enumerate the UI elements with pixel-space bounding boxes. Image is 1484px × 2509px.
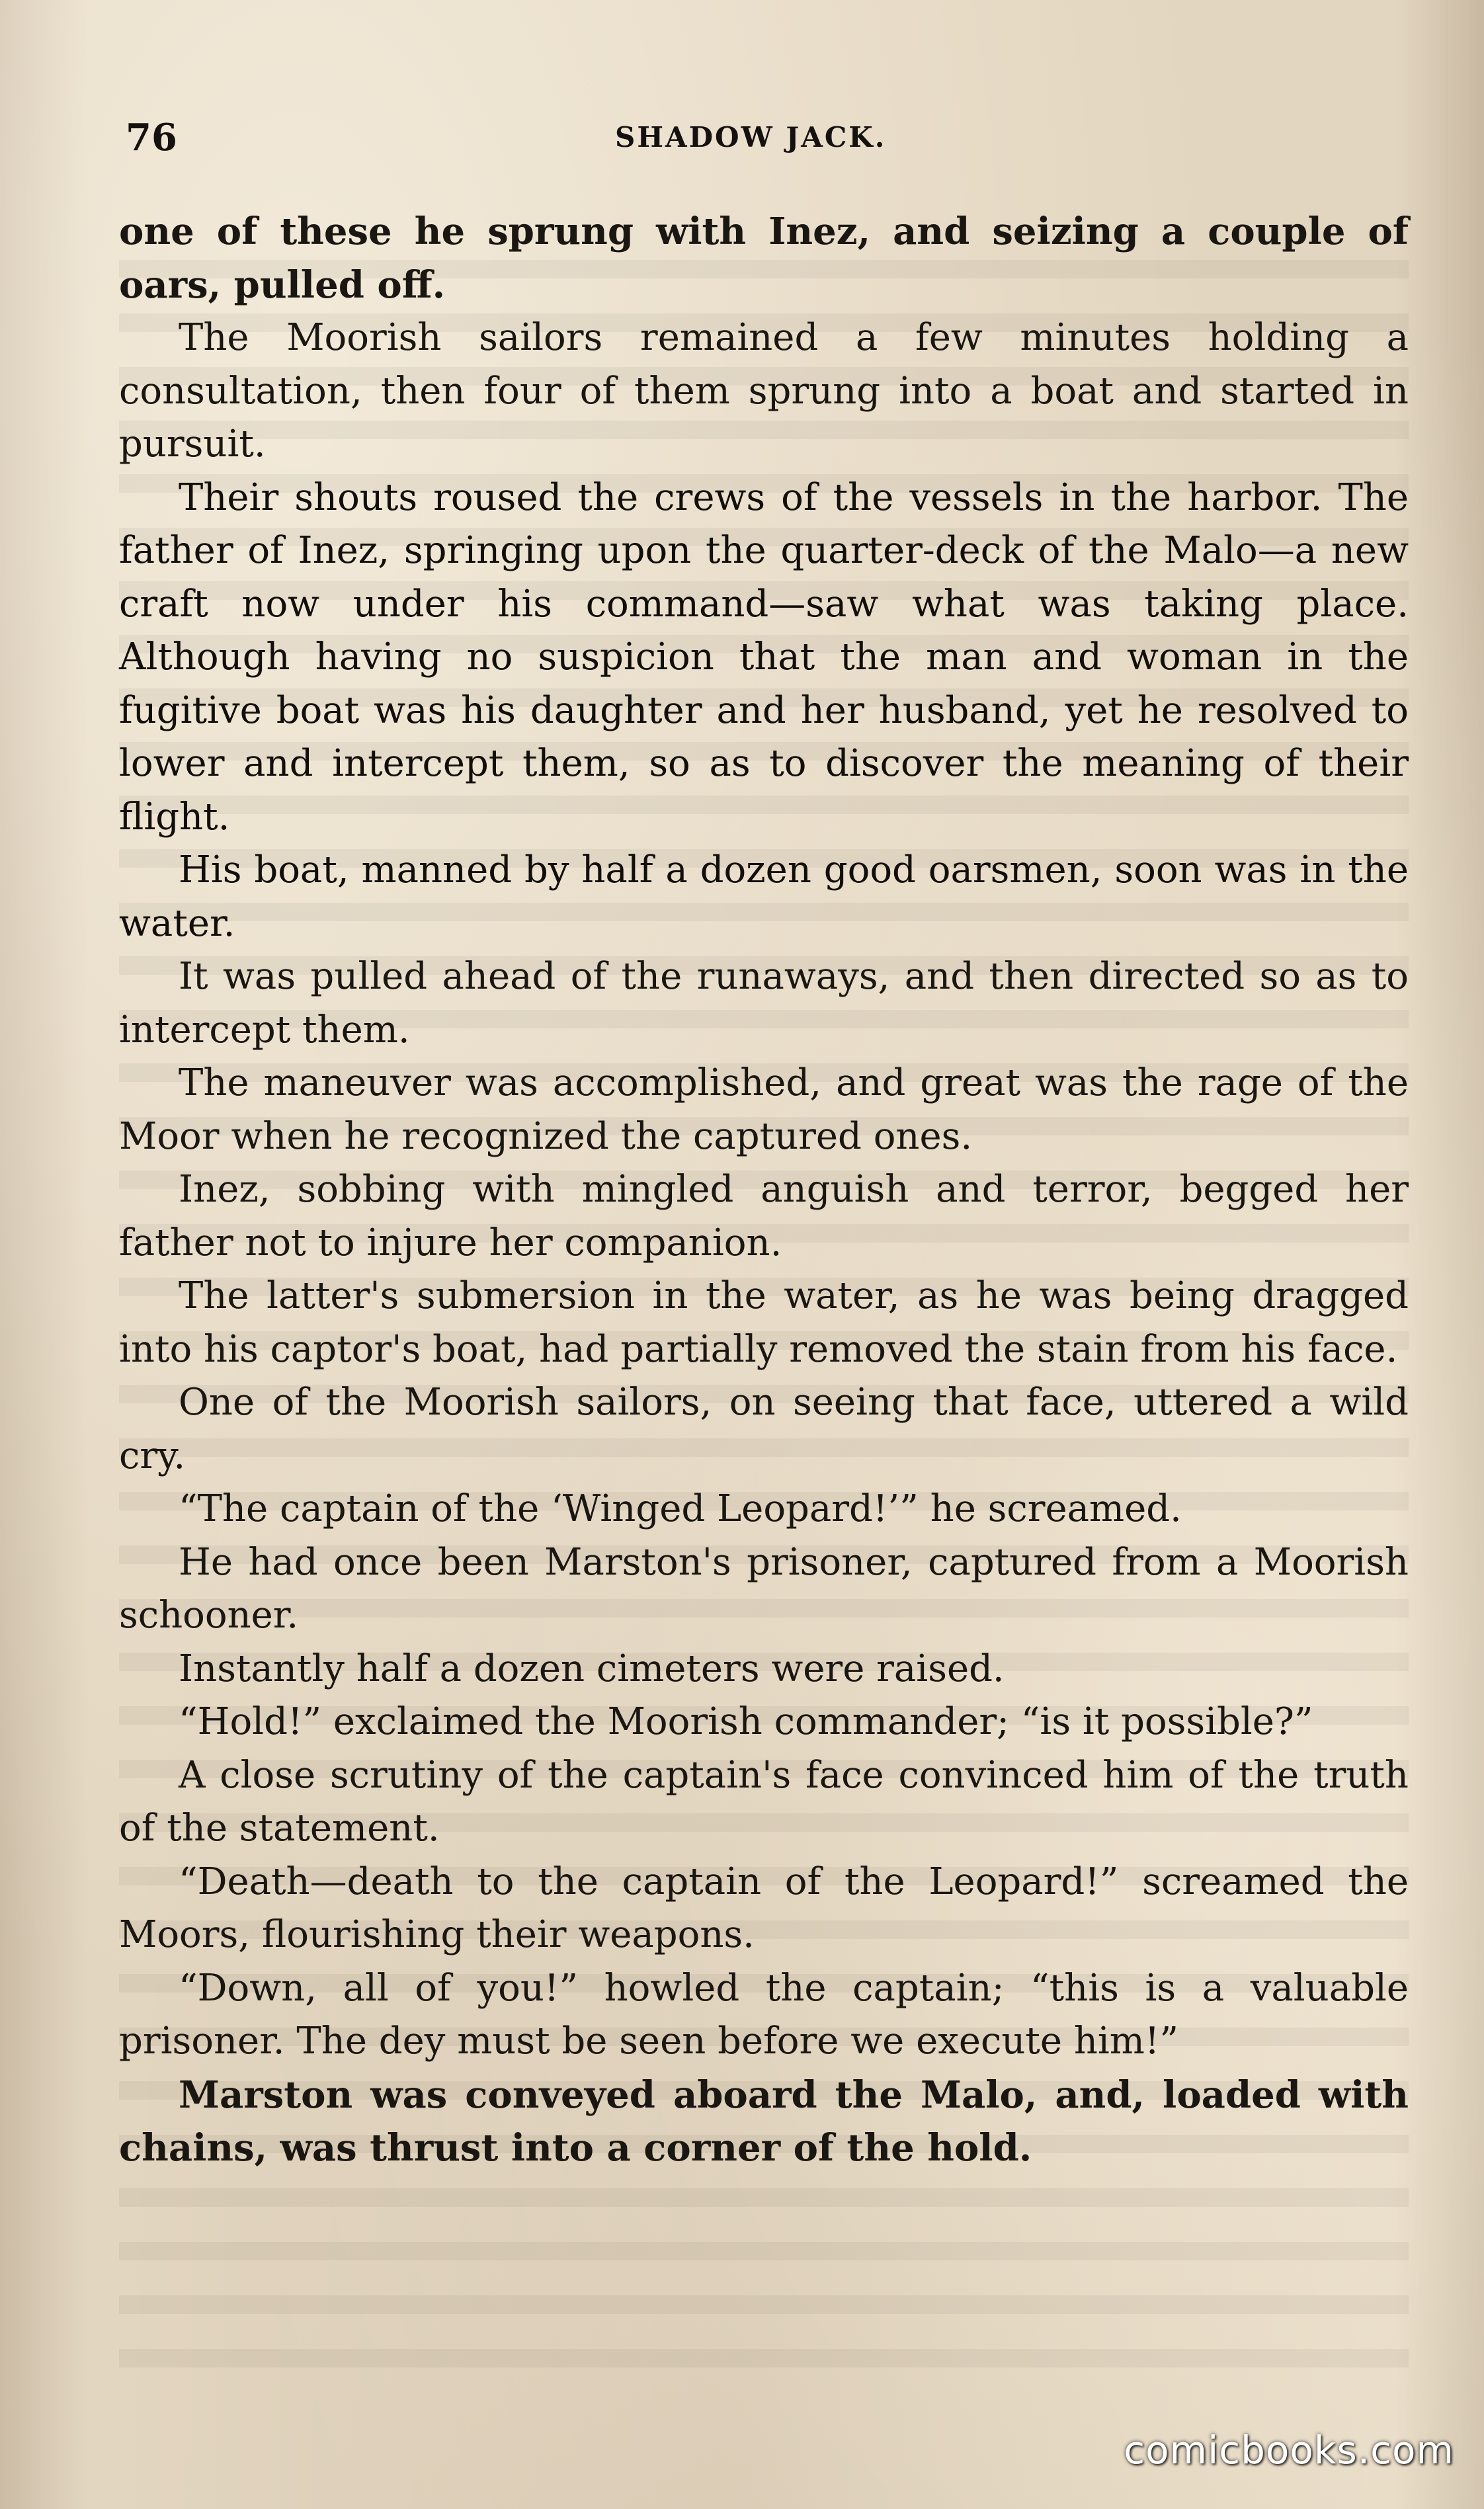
paragraph: Their shouts roused the crews of the vessels in the harbor. The father of Inez, springing upon the quarter-deck of the Malo—a new craft now under his command—saw what was taking place. Although having no suspicion that the man and woman in the fugitive boat was his daughter and her husband, yet he resolved to lower and intercept them, so as to discover the meaning of their flight. bbox=[119, 475, 1409, 839]
paragraph: It was pulled ahead of the runaways, and then directed so as to intercept them. bbox=[119, 955, 1409, 1051]
paragraph: Marston was conveyed aboard the Malo, and, loaded with chains, was thrust into a corner of the hold. bbox=[119, 2073, 1409, 2170]
paragraph: A close scrutiny of the captain's face convinced him of the truth of the statement. bbox=[119, 1753, 1409, 1850]
paragraph: “Death—death to the captain of the Leopard!” screamed the Moors, flourishing their weapons. bbox=[119, 1860, 1409, 1956]
paragraph: one of these he sprung with Inez, and seizing a couple of oars, pulled off. bbox=[119, 210, 1409, 307]
paragraph: He had once been Marston's prisoner, captured from a Moorish schooner. bbox=[119, 1540, 1409, 1637]
paragraph: “Hold!” exclaimed the Moorish commander; “is it possible?” bbox=[179, 1700, 1313, 1743]
paragraph: “The captain of the ‘Winged Leopard!’” he screamed. bbox=[179, 1487, 1182, 1530]
paragraph: One of the Moorish sailors, on seeing that face, uttered a wild cry. bbox=[119, 1381, 1409, 1477]
paragraph: The maneuver was accomplished, and great was the rage of the Moor when he recognized the captured ones. bbox=[119, 1061, 1409, 1158]
paragraph: Instantly half a dozen cimeters were raised. bbox=[179, 1647, 1005, 1690]
paragraph: Inez, sobbing with mingled anguish and terror, begged her father not to injure her companion. bbox=[119, 1168, 1409, 1264]
paragraph: The latter's submersion in the water, as he was being dragged into his captor's boat, had partially removed the stain from his face. bbox=[119, 1274, 1409, 1371]
page-number: 76 bbox=[126, 116, 177, 159]
body-text bbox=[119, 205, 1409, 2175]
paragraph: His boat, manned by half a dozen good oarsmen, soon was in the water. bbox=[119, 848, 1409, 945]
page-header bbox=[126, 111, 1411, 164]
running-head: SHADOW JACK. bbox=[615, 121, 887, 153]
watermark: comicbooks.com bbox=[1124, 2428, 1454, 2473]
paragraph: “Down, all of you!” howled the captain; “this is a valuable prisoner. The dey must be seen before we execute him!” bbox=[119, 1966, 1409, 2063]
paragraph: The Moorish sailors remained a few minutes holding a consultation, then four of them sprung into a boat and started in pursuit. bbox=[119, 316, 1409, 466]
